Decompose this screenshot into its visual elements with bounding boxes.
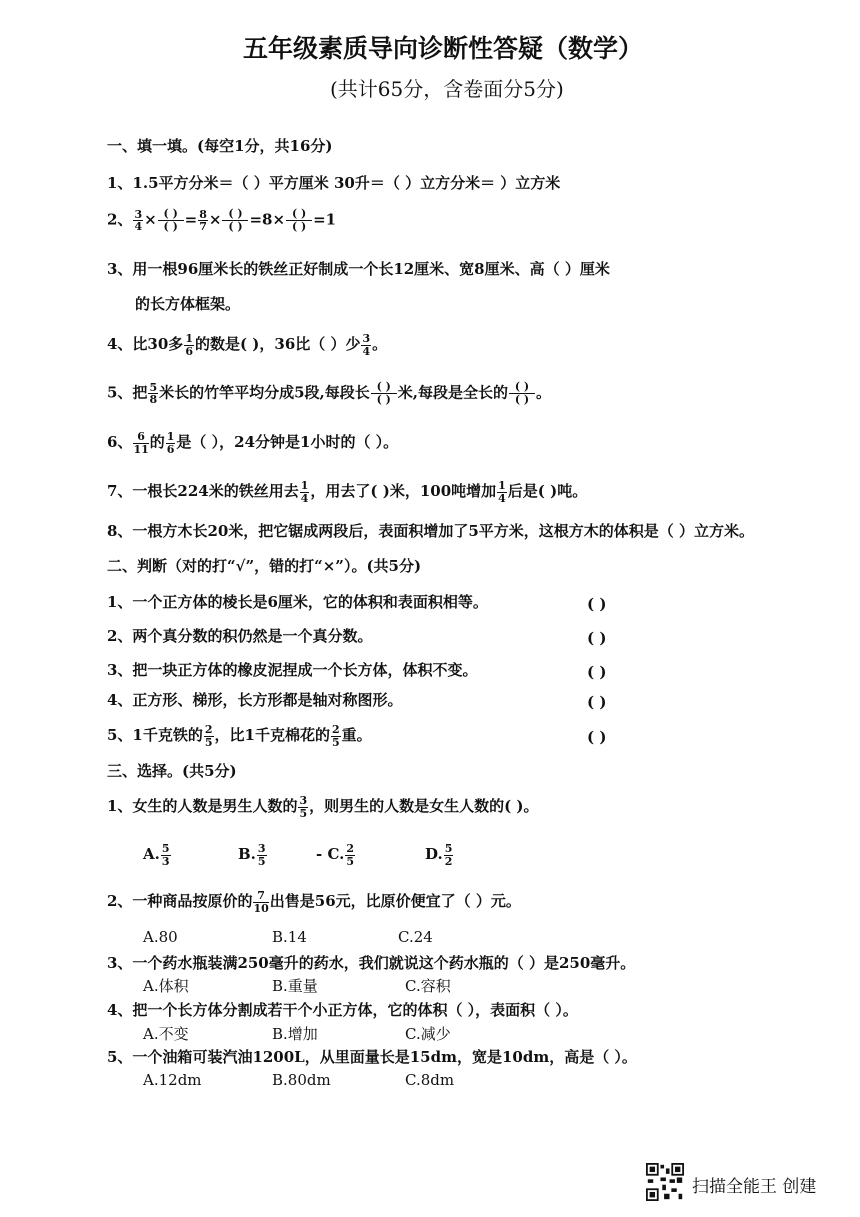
s3-q1-option-b: B. $\frac{3}{5}$ (238, 842, 266, 868)
s3-q1-option-d: D. $\frac{5}{2}$ (425, 842, 453, 868)
s1-q8: 8、一根方木长20米，把它锯成两段后，表面积增加了5平方米，这根方木的体积是（ ）立方米。 (107, 522, 754, 540)
judge-item-4: 4、正方形、梯形，长方形都是轴对称图形。 (107, 691, 403, 709)
s1-q2: 2、 $\frac{3}{4}$ × ( ) ( ) = $\frac{8}{7}$ × ( ) ( ) =8× ( ) ( ) =1 (107, 207, 337, 234)
s3-q2-option-a: A.80 (143, 928, 178, 946)
s3-q1-option-c: - C. $\frac{2}{5}$ (316, 842, 355, 868)
judge-item-1: 1、一个正方体的棱长是6厘米，它的体积和表面积相等。 (107, 593, 488, 611)
scanner-watermark: 扫描全能王 创建 (692, 1177, 817, 1197)
section3-heading: 三、选择。(共5分) (107, 762, 237, 780)
s3-q4-option-c: C.减少 (405, 1025, 451, 1043)
s3-q4: 4、把一个长方体分割成若干个小正方体，它的体积（ ），表面积（ ）。 (107, 1001, 578, 1019)
s1-q4: 4、比30多 $\frac{1}{6}$ 的数是( )，36比（ ）少 $\frac{3}{4}$ 。 (107, 332, 388, 358)
s3-q3-option-a: A.体积 (143, 977, 189, 995)
s3-q5-option-a: A.12dm (143, 1071, 202, 1089)
s3-q2: 2、一种商品按原价的 $\frac{7}{10}$ 出售是56元，比原价便宜了（ ）元。 (107, 889, 521, 915)
s3-q5-option-b: B.80dm (272, 1071, 331, 1089)
page-title: 五年级素质导向诊断性答疑（数学） (243, 34, 644, 63)
s1-q1: 1、1.5平方分米＝（ ）平方厘米 30升＝（ ）立方分米＝ ）立方米 (107, 174, 561, 192)
judge-bracket-4: ( ) (587, 693, 607, 711)
judge-bracket-1: ( ) (587, 595, 607, 613)
s3-q1-option-a: A. $\frac{5}{3}$ (143, 842, 170, 868)
judge-bracket-5: ( ) (587, 728, 607, 746)
page-subtitle: (共计65分，含卷面分5分) (330, 77, 564, 101)
judge-item-5: 5、1千克铁的 $\frac{2}{5}$ ，比1千克棉花的 $\frac{2}{5}$ 重。 (107, 723, 372, 749)
s3-q2-option-b: B.14 (272, 928, 307, 946)
judge-bracket-3: ( ) (587, 663, 607, 681)
section1-heading: 一、填一填。(每空1分，共16分) (107, 137, 333, 155)
qr-code-icon (646, 1163, 684, 1201)
s3-q3-option-c: C.容积 (405, 977, 451, 995)
s3-q1: 1、女生的人数是男生人数的 $\frac{3}{5}$ ，则男生的人数是女生人数的( )。 (107, 794, 539, 820)
judge-item-3: 3、把一块正方体的橡皮泥捏成一个长方体，体积不变。 (107, 661, 478, 679)
s3-q4-option-a: A.不变 (143, 1025, 189, 1043)
s3-q3: 3、一个药水瓶装满250毫升的药水，我们就说这个药水瓶的（ ）是250毫升。 (107, 954, 636, 972)
s3-q3-option-b: B.重量 (272, 977, 318, 995)
section2-heading: 二、判断（对的打“√”，错的打“×”）。(共5分) (107, 557, 422, 575)
s3-q5-option-c: C.8dm (405, 1071, 455, 1089)
s1-q7: 7、一根长224米的铁丝用去 $\frac{1}{4}$ ，用去了( )米，100吨增加 $\frac{1}{4}$ 后是( )吨。 (107, 479, 588, 505)
s1-q6: 6、 $\frac{6}{11}$ 的 $\frac{1}{6}$ 是（ ），24分钟是1小时的（ ）。 (107, 430, 399, 456)
s1-q3-line1: 3、用一根96厘米长的铁丝正好制成一个长12厘米、宽8厘米、高（ ）厘米 (107, 260, 610, 278)
judge-bracket-2: ( ) (587, 629, 607, 647)
s3-q5: 5、一个油箱可装汽油1200L，从里面量长是15dm，宽是10dm，高是（ ）。 (107, 1048, 637, 1066)
judge-item-2: 2、两个真分数的积仍然是一个真分数。 (107, 627, 373, 645)
s1-q5: 5、把 $\frac{5}{8}$ 米长的竹竿平均分成5段,每段长 ( ) ( ) 米,每段是全长的 ( ) ( ) 。 (107, 380, 552, 407)
s3-q4-option-b: B.增加 (272, 1025, 318, 1043)
s3-q2-option-c: C.24 (398, 928, 433, 946)
s1-q3-line2: 的长方体框架。 (135, 295, 241, 313)
